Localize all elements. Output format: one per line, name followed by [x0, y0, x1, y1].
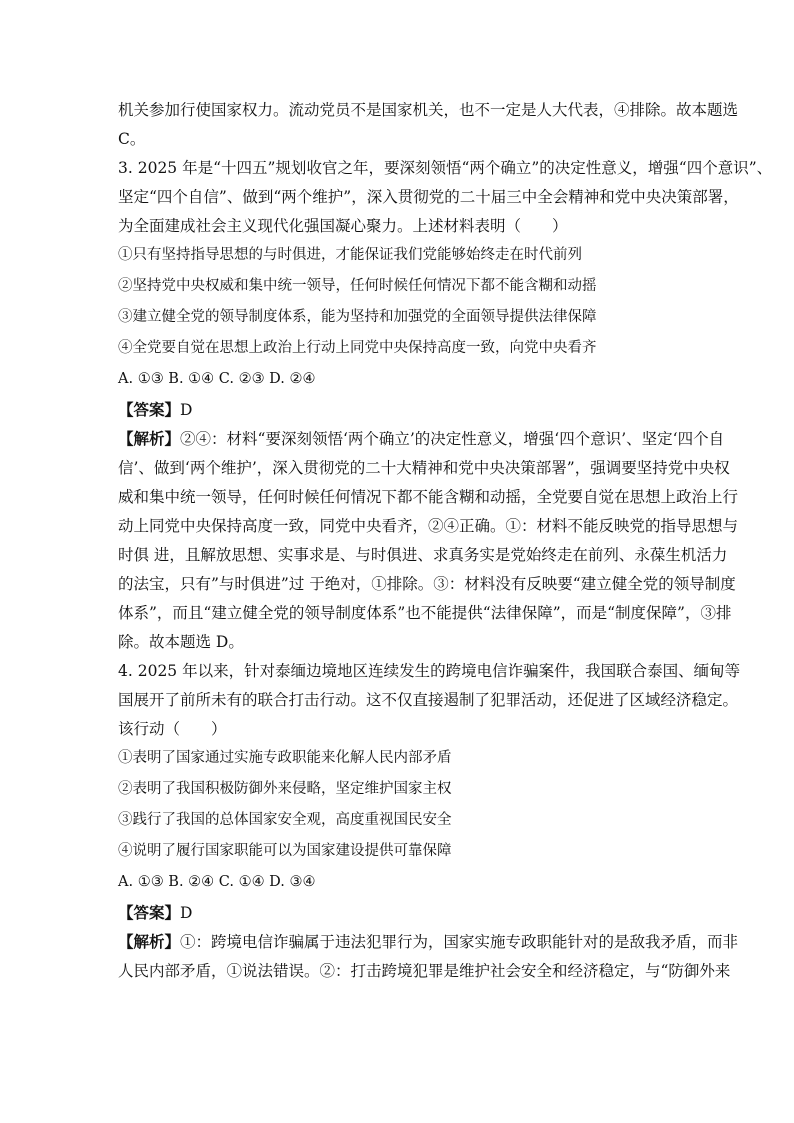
q4-option: ④说明了履行国家职能可以为国家建设提供可靠保障 — [118, 843, 452, 859]
q4-analysis-line — [118, 932, 739, 961]
q4-stem-line: 国展开了前所未有的联合打击行动。这不仅直接遏制了犯罪活动，还促进了区域经济稳定。 — [118, 691, 739, 709]
q3-analysis-line: 时俱 进，且解放思想、实事求是、与时俱进、求真务实是党始终走在前列、永葆生机活力 — [118, 546, 728, 564]
q4-option: ③践行了我国的总体国家安全观，高度重视国民安全 — [118, 812, 452, 828]
q3-answer — [118, 400, 688, 429]
q3-option: ①只有坚持指导思想的与时俱进，才能保证我们党能够始终走在时代前列 — [118, 247, 582, 263]
q4-answer-label: 【答案】 — [118, 903, 181, 922]
q4-answer-value: D — [180, 904, 193, 922]
q3-analysis-line: 除。故本题选 D。 — [118, 633, 244, 651]
q3-analysis-line: 信’、做到‘两个维护’，深入贯彻党的二十大精神和党中央决策部署”，强调要坚持党中央权 — [118, 459, 730, 477]
q4-analysis-line: 人民内部矛盾，①说法错误。②：打击跨境犯罪是维护社会安全和经济稳定，与“防御外来 — [118, 962, 731, 980]
q3-answer-value: D — [180, 401, 193, 419]
q2-analysis-line: C。 — [118, 130, 146, 148]
q4-answer — [118, 903, 688, 932]
q3-stem-line: 为全面建成社会主义现代化强国凝心聚力。上述材料表明（ ） — [118, 217, 568, 235]
q3-analysis-label: 【解析】 — [118, 429, 181, 448]
q3-analysis-line: 动上同党中央保持高度一致，同党中央看齐，②④正确。①：材料不能反映党的指导思想与 — [118, 517, 739, 535]
document-body — [118, 100, 773, 990]
q3-analysis-line: 体系”，而且“建立健全党的领导制度体系”也不能提供“法律保障”，而是“制度保障”，③排 — [118, 604, 732, 622]
q3-stem-line: 3. 2025 年是“十四五”规划收官之年，要深刻领悟“两个确立”的决定性意义，增强“四个意识”、 — [118, 159, 773, 177]
q3-choices: A. ①③ B. ①④ C. ②③ D. ②④ — [118, 371, 316, 387]
q3-analysis-line: 威和集中统一领导，任何时候任何情况下都不能含糊和动摇，全党要自觉在思想上政治上行 — [118, 488, 739, 506]
q4-stem-line: 该行动（ ） — [118, 720, 227, 738]
q3-stem-line: 坚定“四个自信”、做到“两个维护”，深入贯彻党的二十届三中全会精神和党中央决策部署， — [118, 188, 739, 206]
q2-analysis-line: 机关参加行使国家权力。流动党员不是国家机关，也不一定是人大代表，④排除。故本题选 — [118, 101, 739, 119]
q4-option: ①表明了国家通过实施专政职能来化解人民内部矛盾 — [118, 750, 452, 766]
q4-choices: A. ①③ B. ②④ C. ①④ D. ③④ — [118, 874, 316, 890]
q4-analysis-label: 【解析】 — [118, 932, 181, 951]
q3-option: ②坚持党中央权威和集中统一领导，任何时候任何情况下都不能含糊和动摇 — [118, 278, 597, 294]
q3-option: ③建立健全党的领导制度体系，能为坚持和加强党的全面领导提供法律保障 — [118, 309, 597, 325]
q4-stem-line: 4. 2025 年以来，针对泰缅边境地区连续发生的跨境电信诈骗案件，我国联合泰国、缅甸等 — [118, 662, 741, 680]
q3-analysis-line — [118, 429, 725, 458]
q3-analysis-text: ②④：材料“要深刻领悟‘两个确立’的决定性意义，增强‘四个意识’、坚定‘四个自 — [180, 430, 725, 448]
q3-answer-label: 【答案】 — [118, 400, 181, 419]
q4-analysis-text: ①：跨境电信诈骗属于违法犯罪行为，国家实施专政职能针对的是敌我矛盾，而非 — [180, 933, 739, 951]
q3-analysis-line: 的法宝，只有”与时俱进”过 于绝对，①排除。③：材料没有反映要“建立健全党的领导制度 — [118, 575, 736, 593]
q3-option: ④全党要自觉在思想上政治上行动上同党中央保持高度一致，向党中央看齐 — [118, 340, 597, 356]
q4-option: ②表明了我国积极防御外来侵略，坚定维护国家主权 — [118, 781, 452, 797]
